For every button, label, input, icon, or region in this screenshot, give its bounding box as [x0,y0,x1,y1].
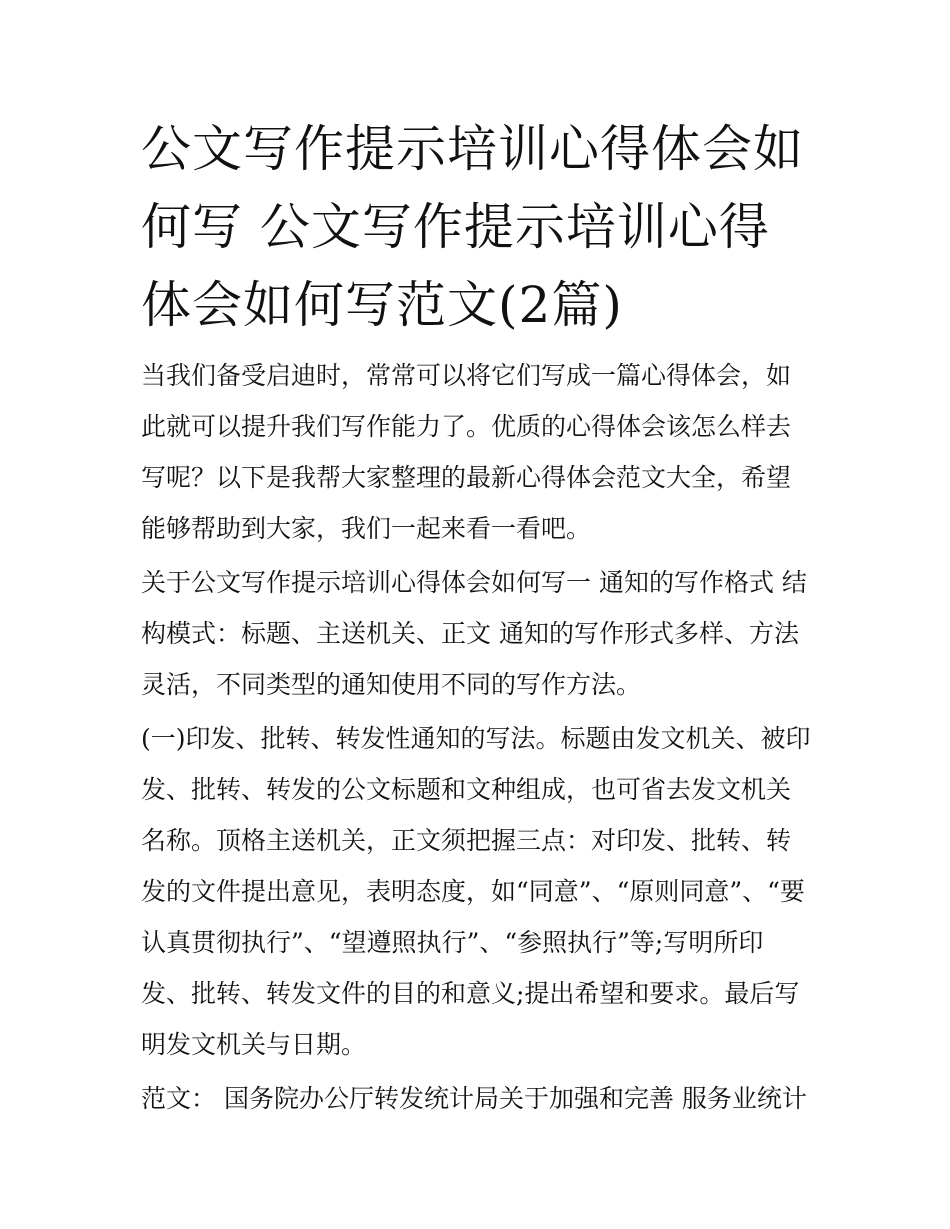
intro-paragraph: 当我们备受启迪时，常常可以将它们写成一篇心得体会，如此就可以提升我们写作能力了。优质的心得体会该怎么样去写呢？以下是我帮大家整理的最新心得体会范文大全，希望能够帮助到大家，我们一起来看一看吧。 [141,361,792,543]
notice-format-paragraph: 关于公文写作提示培训心得体会如何写一 通知的写作格式 结构模式：标题、主送机关、正文 通知的写作形式多样、方法灵活，不同类型的通知使用不同的写作方法。 [141,568,807,699]
sample-text-paragraph: 范文： 国务院办公厅转发统计局关于加强和完善 服务业统计 [141,1084,807,1113]
issuance-notice-paragraph: (一)印发、批转、转发性通知的写法。标题由发文机关、被印发、批转、转发的公文标题和文种组成，也可省去发文机关名称。顶格主送机关，正文须把握三点：对印发、批转、转发的文件提出意见，表明态度，如“同意”、“原则同意”、“要认真贯彻执行”、“望遵照执行”、“参照执行”等;写明所印发、批转、转发文件的目的和意义;提出希望和要求。最后写明发文机关与日期。 [141,724,811,1059]
document-title: 公文写作提示培训心得体会如何写 公文写作提示培训心得体会如何写范文(2篇) [141,120,804,334]
document-page [141,110,813,1127]
